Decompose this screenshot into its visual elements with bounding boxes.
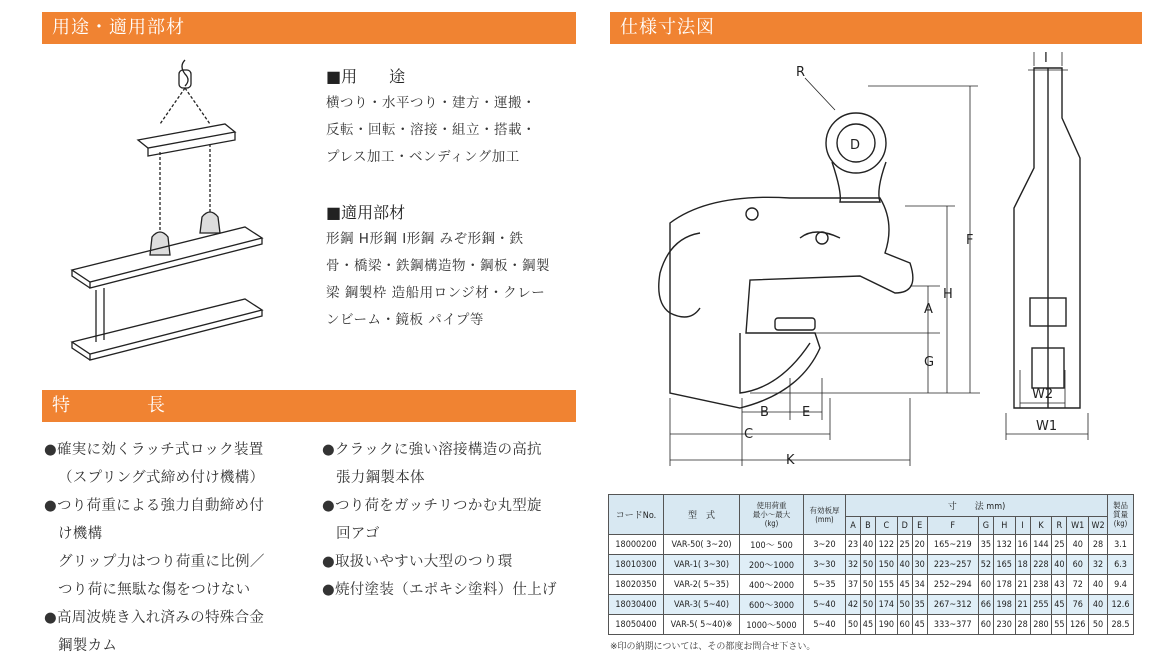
table-cell: 165~219 xyxy=(927,535,978,555)
table-cell: VAR-5( 5~40)※ xyxy=(664,615,740,635)
table-cell: 126 xyxy=(1067,615,1089,635)
feature-line: ●確実に効くラッチ式ロック装置 xyxy=(44,442,264,458)
table-cell: 50 xyxy=(897,595,912,615)
table-cell: 20 xyxy=(912,535,927,555)
feature-line: け機構 xyxy=(58,526,103,542)
dim-label-W1: W1 xyxy=(1036,419,1058,434)
table-cell: 400～2000 xyxy=(740,575,804,595)
table-cell: 50 xyxy=(860,555,875,575)
table-cell: 230 xyxy=(993,615,1015,635)
dim-label-R: R xyxy=(796,65,806,80)
feature-line: つり荷に無駄な傷をつけない xyxy=(58,582,251,598)
table-cell: 12.6 xyxy=(1108,595,1134,615)
feature-line: 鋼製カム xyxy=(58,638,118,654)
table-cell: 18 xyxy=(1015,555,1030,575)
materials-line: 梁 鋼製枠 造船用ロンジ材・クレー xyxy=(326,285,546,301)
table-cell: 32 xyxy=(846,555,861,575)
table-cell: 45 xyxy=(860,615,875,635)
table-cell: 255 xyxy=(1030,595,1052,615)
table-cell: 34 xyxy=(912,575,927,595)
table-cell: 3.1 xyxy=(1108,535,1134,555)
table-cell: 5~40 xyxy=(804,595,846,615)
feature-line: 張力鋼製本体 xyxy=(336,470,425,486)
table-cell: 30 xyxy=(912,555,927,575)
table-cell: 50 xyxy=(1089,615,1108,635)
spec-table xyxy=(608,494,1134,635)
dim-label-I: I xyxy=(1044,51,1048,66)
dim-col-header: H xyxy=(993,517,1015,535)
feature-line: ●高周波焼き入れ済みの特殊合金 xyxy=(44,610,265,626)
feature-line: ●つり荷重による強力自動締め付 xyxy=(44,498,265,514)
table-cell: 252~294 xyxy=(927,575,978,595)
materials-title: ■適用部材 xyxy=(326,203,406,222)
table-cell: 40 xyxy=(1067,535,1089,555)
dim-label-D: D xyxy=(850,138,861,153)
usage-section-header: 用途・適用部材 xyxy=(42,12,576,44)
table-cell: 3~30 xyxy=(804,555,846,575)
features-left-column xyxy=(44,436,265,660)
table-cell: 21 xyxy=(1015,595,1030,615)
col-header-thickness: 有効板厚 (mm) xyxy=(804,495,846,535)
table-cell: 18020350 xyxy=(609,575,664,595)
table-cell: 43 xyxy=(1052,575,1067,595)
table-cell: 267~312 xyxy=(927,595,978,615)
table-cell: 1000～5000 xyxy=(740,615,804,635)
col-header-dims: 寸 法 mm) xyxy=(846,495,1108,517)
table-cell: 32 xyxy=(1089,555,1108,575)
dim-label-A: A xyxy=(924,302,933,317)
dim-col-header: B xyxy=(860,517,875,535)
table-cell: 178 xyxy=(993,575,1015,595)
table-cell: 25 xyxy=(897,535,912,555)
dim-label-E: E xyxy=(802,405,811,420)
dim-col-header: R xyxy=(1052,517,1067,535)
col-header-load: 使用荷重 最小～最大 (kg) xyxy=(740,495,804,535)
table-cell: 50 xyxy=(860,595,875,615)
table-cell: 200～1000 xyxy=(740,555,804,575)
clamp-lifting-illustration xyxy=(60,52,275,372)
table-cell: 228 xyxy=(1030,555,1052,575)
table-row xyxy=(609,555,1134,575)
feature-line: ●クラックに強い溶接構造の高抗 xyxy=(322,442,542,458)
col-header-weight: 製品 質量 (kg) xyxy=(1108,495,1134,535)
table-cell: 18030400 xyxy=(609,595,664,615)
dim-col-header: D xyxy=(897,517,912,535)
table-cell: 122 xyxy=(875,535,897,555)
spec-section-header: 仕様寸法図 xyxy=(610,12,1142,44)
dim-label-G: G xyxy=(924,355,935,370)
table-cell: 23 xyxy=(846,535,861,555)
table-cell: 150 xyxy=(875,555,897,575)
table-cell: 333~377 xyxy=(927,615,978,635)
table-cell: 144 xyxy=(1030,535,1052,555)
table-cell: 40 xyxy=(897,555,912,575)
usage-line: 横つり・水平つり・建方・運搬・ xyxy=(326,95,536,111)
table-cell: 60 xyxy=(897,615,912,635)
usage-title: ■用 途 xyxy=(326,67,406,86)
table-cell: 60 xyxy=(978,575,993,595)
table-cell: 155 xyxy=(875,575,897,595)
table-cell: 55 xyxy=(1052,615,1067,635)
materials-line: 形鋼 H形鋼 I形鋼 みぞ形鋼・鉄 xyxy=(326,231,524,247)
table-cell: 280 xyxy=(1030,615,1052,635)
table-cell: 35 xyxy=(912,595,927,615)
table-cell: 28 xyxy=(1089,535,1108,555)
table-cell: 45 xyxy=(912,615,927,635)
table-cell: 165 xyxy=(993,555,1015,575)
dim-label-C: C xyxy=(744,427,754,442)
features-section-header: 特 長 xyxy=(42,390,576,422)
materials-line: 骨・橋梁・鉄鋼構造物・鋼板・鋼製 xyxy=(326,258,550,274)
table-row xyxy=(609,535,1134,555)
usage-line: 反転・回転・溶接・組立・搭載・ xyxy=(326,122,536,138)
feature-line: （スプリング式締め付け機構） xyxy=(58,470,265,486)
table-cell: 40 xyxy=(1089,575,1108,595)
usage-line: プレス加工・ベンディング加工 xyxy=(326,149,520,165)
col-header-model: 型 式 xyxy=(664,495,740,535)
table-cell: VAR-2( 5~35) xyxy=(664,575,740,595)
feature-line: 回アゴ xyxy=(336,526,380,542)
table-cell: 174 xyxy=(875,595,897,615)
table-cell: 52 xyxy=(978,555,993,575)
dim-col-header: F xyxy=(927,517,978,535)
table-cell: 100～ 500 xyxy=(740,535,804,555)
table-cell: 5~35 xyxy=(804,575,846,595)
table-cell: 190 xyxy=(875,615,897,635)
table-cell: 40 xyxy=(1052,555,1067,575)
table-cell: 5~40 xyxy=(804,615,846,635)
table-row xyxy=(609,575,1134,595)
table-cell: 600～3000 xyxy=(740,595,804,615)
table-cell: 60 xyxy=(1067,555,1089,575)
dim-col-header: I xyxy=(1015,517,1030,535)
table-cell: 198 xyxy=(993,595,1015,615)
dim-col-header: G xyxy=(978,517,993,535)
table-cell: 66 xyxy=(978,595,993,615)
table-cell: VAR-3( 5~40) xyxy=(664,595,740,615)
table-note: ※印の納期については、その都度お問合せ下さい。 xyxy=(610,642,816,652)
table-cell: 50 xyxy=(846,615,861,635)
table-cell: 6.3 xyxy=(1108,555,1134,575)
dim-label-H: H xyxy=(943,287,953,302)
dimension-drawing xyxy=(610,48,1140,473)
table-cell: 21 xyxy=(1015,575,1030,595)
table-cell: VAR-50( 3~20) xyxy=(664,535,740,555)
table-cell: 25 xyxy=(1052,535,1067,555)
table-cell: 18050400 xyxy=(609,615,664,635)
feature-line: ●焼付塗装（エポキシ塗料）仕上げ xyxy=(322,582,557,598)
dim-col-header: W2 xyxy=(1089,517,1108,535)
table-cell: 42 xyxy=(846,595,861,615)
table-cell: 18000200 xyxy=(609,535,664,555)
dim-col-header: K xyxy=(1030,517,1052,535)
table-cell: 40 xyxy=(860,535,875,555)
materials-line: ンビーム・鏡板 パイプ等 xyxy=(326,312,484,328)
table-cell: 238 xyxy=(1030,575,1052,595)
table-cell: 40 xyxy=(1089,595,1108,615)
table-cell: 132 xyxy=(993,535,1015,555)
table-cell: 35 xyxy=(978,535,993,555)
feature-line: グリップ力はつり荷重に比例／ xyxy=(58,554,265,570)
table-cell: 37 xyxy=(846,575,861,595)
table-row xyxy=(609,595,1134,615)
dim-col-header: W1 xyxy=(1067,517,1089,535)
dim-label-K: K xyxy=(786,453,795,468)
col-header-code: コードNo. xyxy=(609,495,664,535)
table-cell: VAR-1( 3~30) xyxy=(664,555,740,575)
table-cell: 45 xyxy=(897,575,912,595)
table-cell: 223~257 xyxy=(927,555,978,575)
dim-label-B: B xyxy=(760,405,769,420)
table-cell: 76 xyxy=(1067,595,1089,615)
table-cell: 60 xyxy=(978,615,993,635)
table-cell: 28.5 xyxy=(1108,615,1134,635)
usage-text xyxy=(326,90,536,171)
dim-col-header: E xyxy=(912,517,927,535)
dim-label-F: F xyxy=(966,233,974,248)
features-right-column xyxy=(322,436,557,604)
table-cell: 72 xyxy=(1067,575,1089,595)
table-cell: 9.4 xyxy=(1108,575,1134,595)
table-cell: 45 xyxy=(1052,595,1067,615)
table-cell: 3~20 xyxy=(804,535,846,555)
dim-label-W2: W2 xyxy=(1032,387,1054,402)
table-cell: 50 xyxy=(860,575,875,595)
materials-text xyxy=(326,226,550,334)
table-cell: 28 xyxy=(1015,615,1030,635)
table-cell: 16 xyxy=(1015,535,1030,555)
feature-line: ●つり荷をガッチリつかむ丸型旋 xyxy=(322,498,542,514)
feature-line: ●取扱いやすい大型のつり環 xyxy=(322,554,513,570)
dim-col-header: C xyxy=(875,517,897,535)
dim-col-header: A xyxy=(846,517,861,535)
table-row xyxy=(609,615,1134,635)
table-cell: 18010300 xyxy=(609,555,664,575)
